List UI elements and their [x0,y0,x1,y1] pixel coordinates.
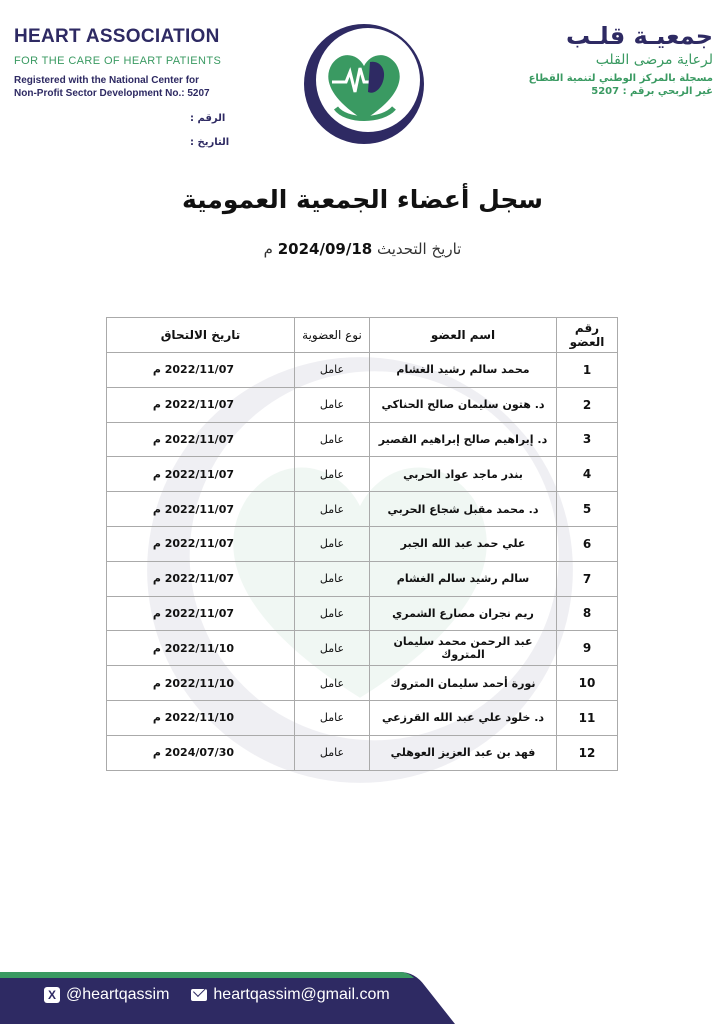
member-name-cell: ريم نجران مصارع الشمري [370,596,557,631]
members-table [106,317,618,771]
org-name-en: HEART ASSOCIATION [14,26,220,47]
header-member-name: اسم العضو [370,318,557,353]
membership-type-cell: عامل [295,666,370,701]
member-name-cell: سالم رشيد سالم الغشام [370,561,557,596]
header-join-date: تاريخ الالتحاق [107,318,295,353]
member-number-cell: 8 [557,596,618,631]
table-row [107,735,618,770]
registration-en-line1: Registered with the National Center for [14,75,200,86]
member-number-cell: 9 [557,631,618,666]
update-date-line [0,240,725,258]
member-number-cell: 1 [557,353,618,388]
member-name-cell: د. إبراهيم صالح إبراهيم القصير [370,422,557,457]
join-date-cell: 2022/11/10 م [107,666,295,701]
membership-type-cell: عامل [295,387,370,422]
table-row [107,422,618,457]
org-name-ar: جمعيـة قلـب [566,22,713,50]
footer-email-link[interactable] [191,986,389,1004]
membership-type-cell: عامل [295,457,370,492]
join-date-cell: 2022/11/07 م [107,353,295,388]
member-number-cell: 6 [557,526,618,561]
membership-type-cell: عامل [295,735,370,770]
table-row [107,353,618,388]
header-english-block [14,26,244,100]
member-name-cell: علي حمد عبد الله الجبر [370,526,557,561]
table-row [107,596,618,631]
membership-type-cell: عامل [295,422,370,457]
member-number-cell: 4 [557,457,618,492]
join-date-cell: 2022/11/10 م [107,631,295,666]
update-suffix: م [263,240,273,258]
table-row [107,457,618,492]
membership-type-cell: عامل [295,492,370,527]
member-number-cell: 11 [557,700,618,735]
membership-type-cell: عامل [295,561,370,596]
membership-type-cell: عامل [295,353,370,388]
heart-association-logo [302,22,426,146]
x-social-icon: X [44,987,60,1003]
footer-contacts [44,986,390,1004]
member-name-cell: د. خلود علي عبد الله القرزعي [370,700,557,735]
table-row [107,631,618,666]
member-name-cell: د. محمد مقبل شجاع الحربي [370,492,557,527]
member-number-cell: 10 [557,666,618,701]
update-label: تاريخ التحديث [376,240,462,258]
member-number-cell: 3 [557,422,618,457]
membership-type-cell: عامل [295,631,370,666]
mail-icon [191,989,207,1001]
table-row [107,561,618,596]
membership-type-cell: عامل [295,700,370,735]
member-number-cell: 5 [557,492,618,527]
reference-number-label: الرقم : [190,113,226,124]
org-subtitle-ar: لرعاية مرضى القلب [595,52,713,68]
member-name-cell: د. هتون سليمان صالح الحناكي [370,387,557,422]
registration-en-line2: Non-Profit Sector Development No.: 5207 [14,88,210,99]
member-name-cell: بندر ماجد عواد الحربي [370,457,557,492]
header-arabic-block [483,22,713,98]
registration-en [14,74,244,100]
table-row [107,666,618,701]
join-date-cell: 2024/07/30 م [107,735,295,770]
table-row [107,387,618,422]
join-date-cell: 2022/11/07 م [107,422,295,457]
document-title: سجل أعضاء الجمعية العمومية [181,185,544,214]
footer-x-link[interactable] [44,986,169,1004]
registration-ar [483,72,713,98]
join-date-cell: 2022/11/07 م [107,387,295,422]
member-number-cell: 7 [557,561,618,596]
member-name-cell: عبد الرحمن محمد سليمان المتروك [370,631,557,666]
footer-email: heartqassim@gmail.com [213,986,390,1003]
date-label: التاريخ : [190,137,230,148]
members-table-body [107,353,618,771]
org-subtitle-en: FOR THE CARE OF HEART PATIENTS [14,55,222,67]
member-number-cell: 12 [557,735,618,770]
member-name-cell: محمد سالم رشيد الغشام [370,353,557,388]
member-number-cell: 2 [557,387,618,422]
header-member-number: رقم العضو [557,318,618,353]
join-date-cell: 2022/11/07 م [107,492,295,527]
join-date-cell: 2022/11/07 م [107,526,295,561]
header-membership-type: نوع العضوية [295,318,370,353]
table-row [107,526,618,561]
table-row [107,700,618,735]
table-row [107,492,618,527]
membership-type-cell: عامل [295,596,370,631]
table-header-row [107,318,618,353]
registration-ar-line1: مسجلة بالمركز الوطني لتنمية القطاع [528,73,713,84]
join-date-cell: 2022/11/07 م [107,561,295,596]
footer-bar [0,972,725,1024]
footer-x-handle: @heartqassim [66,986,170,1003]
member-name-cell: فهد بن عبد العزيز العوهلي [370,735,557,770]
membership-type-cell: عامل [295,526,370,561]
join-date-cell: 2022/11/07 م [107,596,295,631]
join-date-cell: 2022/11/10 م [107,700,295,735]
member-name-cell: نورة أحمد سليمان المتروك [370,666,557,701]
join-date-cell: 2022/11/07 م [107,457,295,492]
update-date: 2024/09/18 [277,240,373,258]
registration-ar-line2: غير الربحي برقم : 5207 [591,86,713,97]
